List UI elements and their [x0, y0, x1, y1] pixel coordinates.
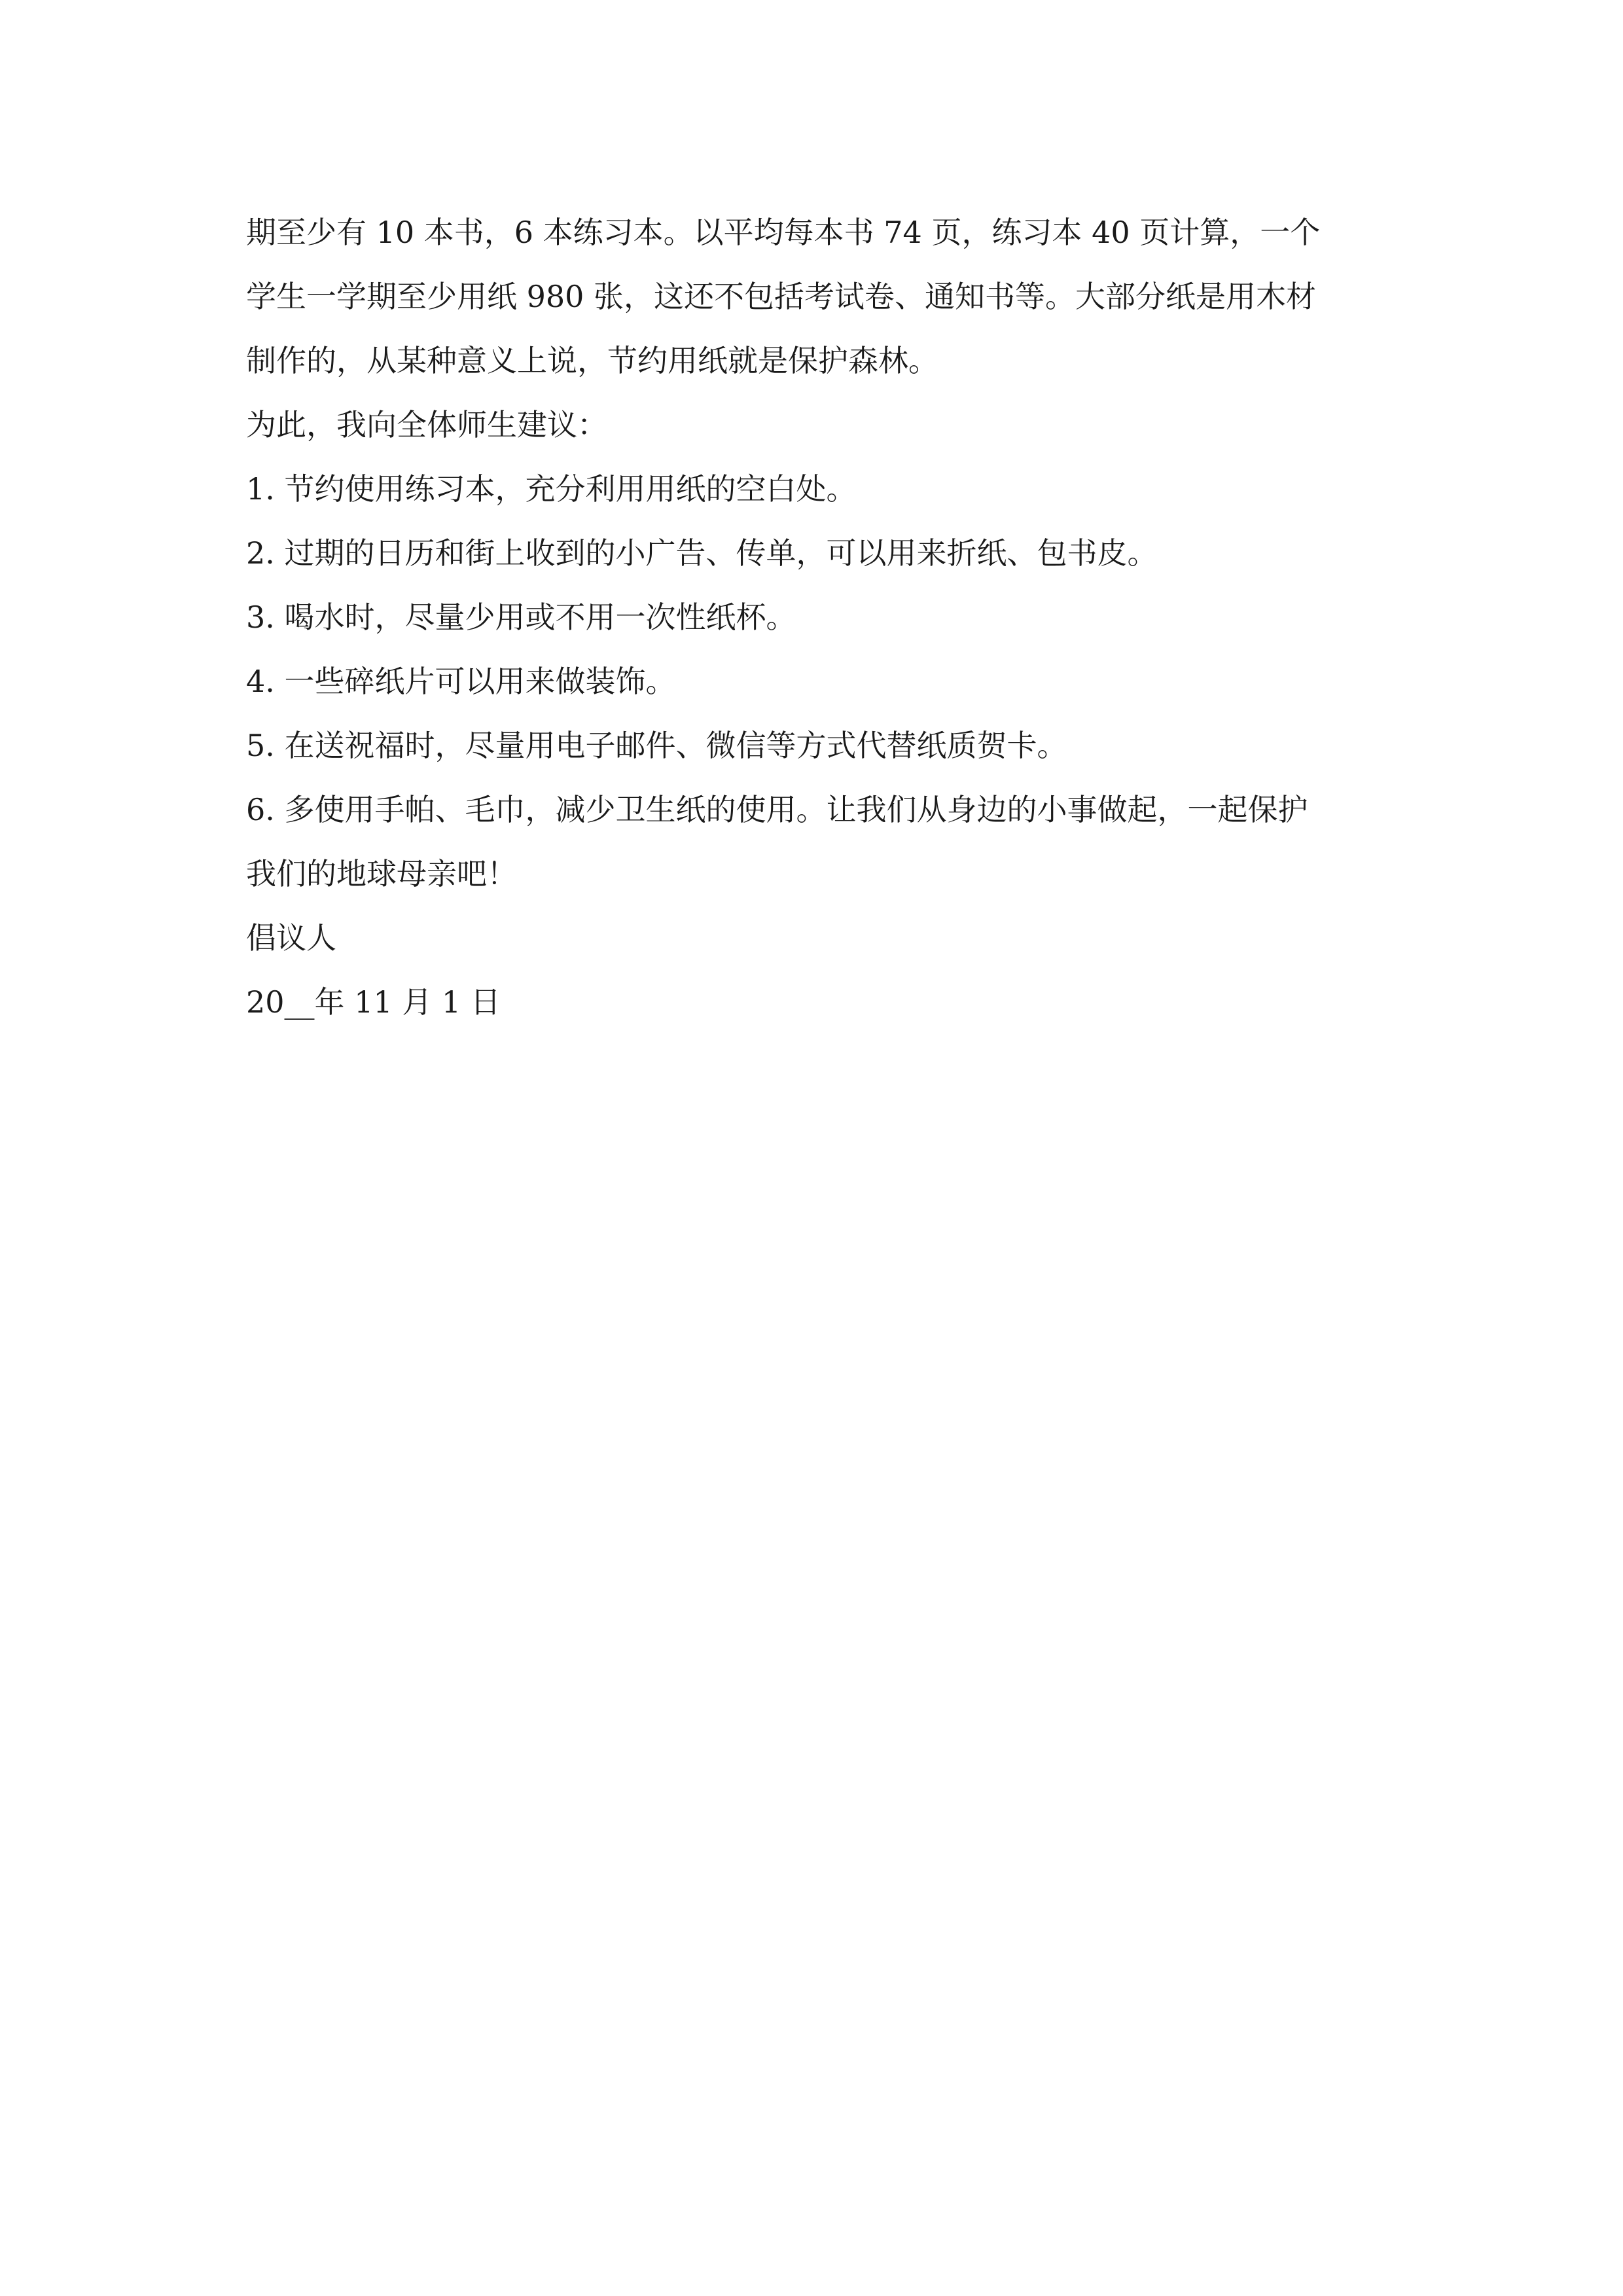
proposal-item-2: 2. 过期的日历和街上收到的小广告、传单，可以用来折纸、包书皮。	[246, 535, 1158, 571]
body-line-1: 期至少有 10 本书，6 本练习本。以平均每本书 74 页，练习本 40 页计算，一个	[246, 215, 1321, 250]
proposal-item-6-continued: 我们的地球母亲吧！	[246, 856, 517, 891]
body-line-3: 制作的，从某种意义上说，节约用纸就是保护森林。	[246, 343, 938, 378]
document-date: 20__年 11 月 1 日	[246, 984, 501, 1020]
proposal-item-5: 5. 在送祝福时，尽量用电子邮件、微信等方式代替纸质贺卡。	[246, 728, 1067, 763]
proposal-intro: 为此，我向全体师生建议：	[246, 407, 607, 442]
proposal-item-3: 3. 喝水时，尽量少用或不用一次性纸杯。	[246, 600, 796, 635]
document-body	[246, 200, 1377, 1034]
signature-label: 倡议人	[246, 920, 336, 956]
proposal-item-1: 1. 节约使用练习本，充分利用用纸的空白处。	[246, 471, 857, 507]
body-line-2: 学生一学期至少用纸 980 张，这还不包括考试卷、通知书等。大部分纸是用木材	[246, 279, 1317, 314]
proposal-item-4: 4. 一些碎纸片可以用来做装饰。	[246, 664, 676, 699]
proposal-item-6: 6. 多使用手帕、毛巾，减少卫生纸的使用。让我们从身边的小事做起，一起保护	[246, 792, 1308, 827]
